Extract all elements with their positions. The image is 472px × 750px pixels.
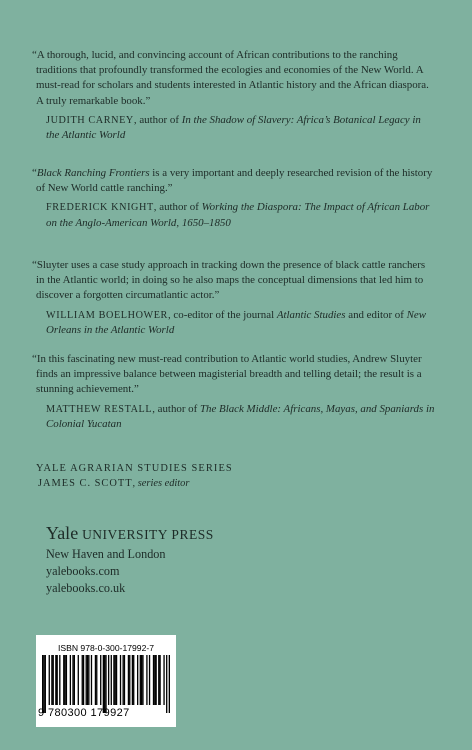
- barcode-bar: [163, 655, 164, 705]
- quote-attribution: [46, 308, 436, 338]
- barcode-bar: [66, 655, 67, 705]
- barcode-bar: [133, 655, 134, 705]
- barcode-bar: [49, 655, 50, 705]
- author-role: , author of: [153, 201, 202, 214]
- publisher-location: New Haven and London: [46, 547, 166, 561]
- barcode-bar: [120, 655, 121, 705]
- barcode-bar: [128, 655, 129, 705]
- barcode-bars: [42, 655, 170, 713]
- author-role: , co-editor of the journal: [167, 308, 277, 321]
- publisher-website-uk: yalebooks.co.uk: [46, 580, 126, 595]
- barcode-bar: [70, 655, 71, 705]
- barcode-bar: [159, 655, 160, 705]
- quote-text: “Sluyter uses a case study approach in tracking down the presence of black cattle ranchers in the Atlantic world; in doing so he also maps the conceptual dimensions that led him to discover a forgotten circumatlantic actor.”: [32, 259, 426, 302]
- barcode-bar: [53, 655, 54, 705]
- barcode-bar: [103, 655, 104, 713]
- quote-text: “A thorough, lucid, and convincing account of African contributions to the ranching traditions that profoundly transformed the ecologies and economies of the New World. A must-read for scholars and students interested in Atlantic history and the African diaspora. A truly remarkable book.”: [32, 49, 429, 107]
- barcode-bar: [59, 655, 60, 705]
- editor-role: , series editor: [132, 478, 190, 489]
- publisher-name: [46, 522, 426, 546]
- barcode-bar: [108, 655, 109, 705]
- publisher-name-rest: UNIVERSITY PRESS: [78, 527, 214, 542]
- series-title: YALE AGRARIAN STUDIES SERIES: [36, 463, 233, 474]
- barcode-bar: [86, 655, 87, 705]
- barcode-bar: [132, 655, 133, 705]
- barcode-bar: [55, 655, 56, 705]
- book-title: Black Ranching Frontiers: [36, 167, 150, 179]
- barcode-bar: [57, 655, 58, 705]
- barcode-digits: 9 780300 179927: [38, 707, 130, 719]
- barcode-bar: [95, 655, 96, 705]
- author-name: JUDITH CARNEY: [46, 114, 134, 126]
- endorsement-4: [32, 352, 436, 432]
- barcode-bar: [43, 655, 44, 713]
- barcode-bar: [63, 655, 64, 705]
- barcode-bar: [83, 655, 84, 705]
- open-quote: “: [32, 167, 37, 179]
- author-name: WILLIAM BOELHOWER: [46, 309, 168, 321]
- author-work: New Orleans in the Atlantic World: [46, 308, 426, 336]
- barcode-bar: [88, 655, 89, 705]
- isbn-label: ISBN 978-0-300-17992-7: [57, 643, 155, 653]
- series-info: [36, 461, 436, 491]
- barcode-bar: [142, 655, 143, 705]
- barcode-bar: [146, 655, 147, 705]
- barcode-bar: [42, 655, 43, 713]
- barcode-bar: [169, 655, 170, 713]
- barcode-bar: [104, 655, 105, 713]
- barcode-bar: [129, 655, 130, 705]
- barcode-bar: [111, 655, 112, 705]
- barcode-bar: [154, 655, 155, 705]
- author-name: MATTHEW RESTALL: [46, 403, 153, 415]
- author-role: , author of: [152, 402, 200, 415]
- editor-name: JAMES C. SCOTT: [38, 478, 133, 489]
- barcode-bar: [91, 655, 92, 705]
- author-role: , author of: [133, 113, 182, 126]
- barcode-bar: [137, 655, 138, 705]
- barcode-bar: [45, 655, 46, 713]
- barcode-bar: [78, 655, 79, 705]
- quote-text: “In this fascinating new must-read contribution to Atlantic world studies, Andrew Sluyter finds an impressive balance between magisterial breadth and telling detail; the result is a stunning achievement.”: [32, 353, 422, 396]
- publisher-website-us: yalebooks.com: [46, 563, 120, 578]
- author-name: FREDERICK KNIGHT: [46, 202, 154, 214]
- author-work: Working the Diaspora: The Impact of African Labor on the Anglo-American World, 1650–1850: [46, 201, 430, 229]
- barcode-bar: [155, 655, 156, 705]
- barcode-bar: [51, 655, 52, 705]
- endorsement-1: [32, 48, 436, 143]
- barcode-bar: [140, 655, 141, 705]
- barcode-bar: [122, 655, 123, 705]
- quote-attribution: [46, 402, 436, 432]
- barcode-bar: [105, 655, 106, 713]
- barcode-bar: [74, 655, 75, 705]
- barcode-bar: [82, 655, 83, 705]
- barcode-bar: [124, 655, 125, 705]
- quote-attribution: [46, 200, 436, 230]
- author-role-2: and editor of: [345, 308, 407, 321]
- series-editor: [38, 476, 436, 491]
- barcode-bar: [113, 655, 114, 705]
- barcode-bar: [115, 655, 116, 705]
- barcode-bar: [153, 655, 154, 705]
- barcode-bar: [166, 655, 167, 713]
- publisher-name-main: Yale: [46, 523, 79, 543]
- author-journal: Atlantic Studies: [276, 308, 346, 321]
- author-work: The Black Middle: Africans, Mayas, and Spaniards in Colonial Yucatan: [46, 402, 435, 430]
- quote-attribution: [46, 113, 436, 143]
- barcode-bar: [141, 655, 142, 705]
- barcode-bar: [72, 655, 73, 705]
- barcode-bar: [158, 655, 159, 705]
- endorsement-3: [32, 258, 436, 338]
- endorsement-2: [32, 166, 436, 231]
- quote-text: [32, 166, 436, 196]
- barcode-bar: [149, 655, 150, 705]
- barcode-bar: [100, 655, 101, 705]
- barcode-bar: [96, 655, 97, 705]
- barcode: [36, 635, 176, 727]
- author-work: In the Shadow of Slavery: Africa’s Botanical Legacy in the Atlantic World: [46, 113, 421, 142]
- barcode-bar: [64, 655, 65, 705]
- barcode-bar: [116, 655, 117, 705]
- quote-body: is a very important and deeply researched revision of the history of New World cattle ranching.”: [36, 167, 433, 195]
- publisher-info: [46, 522, 426, 596]
- barcode-bar: [87, 655, 88, 705]
